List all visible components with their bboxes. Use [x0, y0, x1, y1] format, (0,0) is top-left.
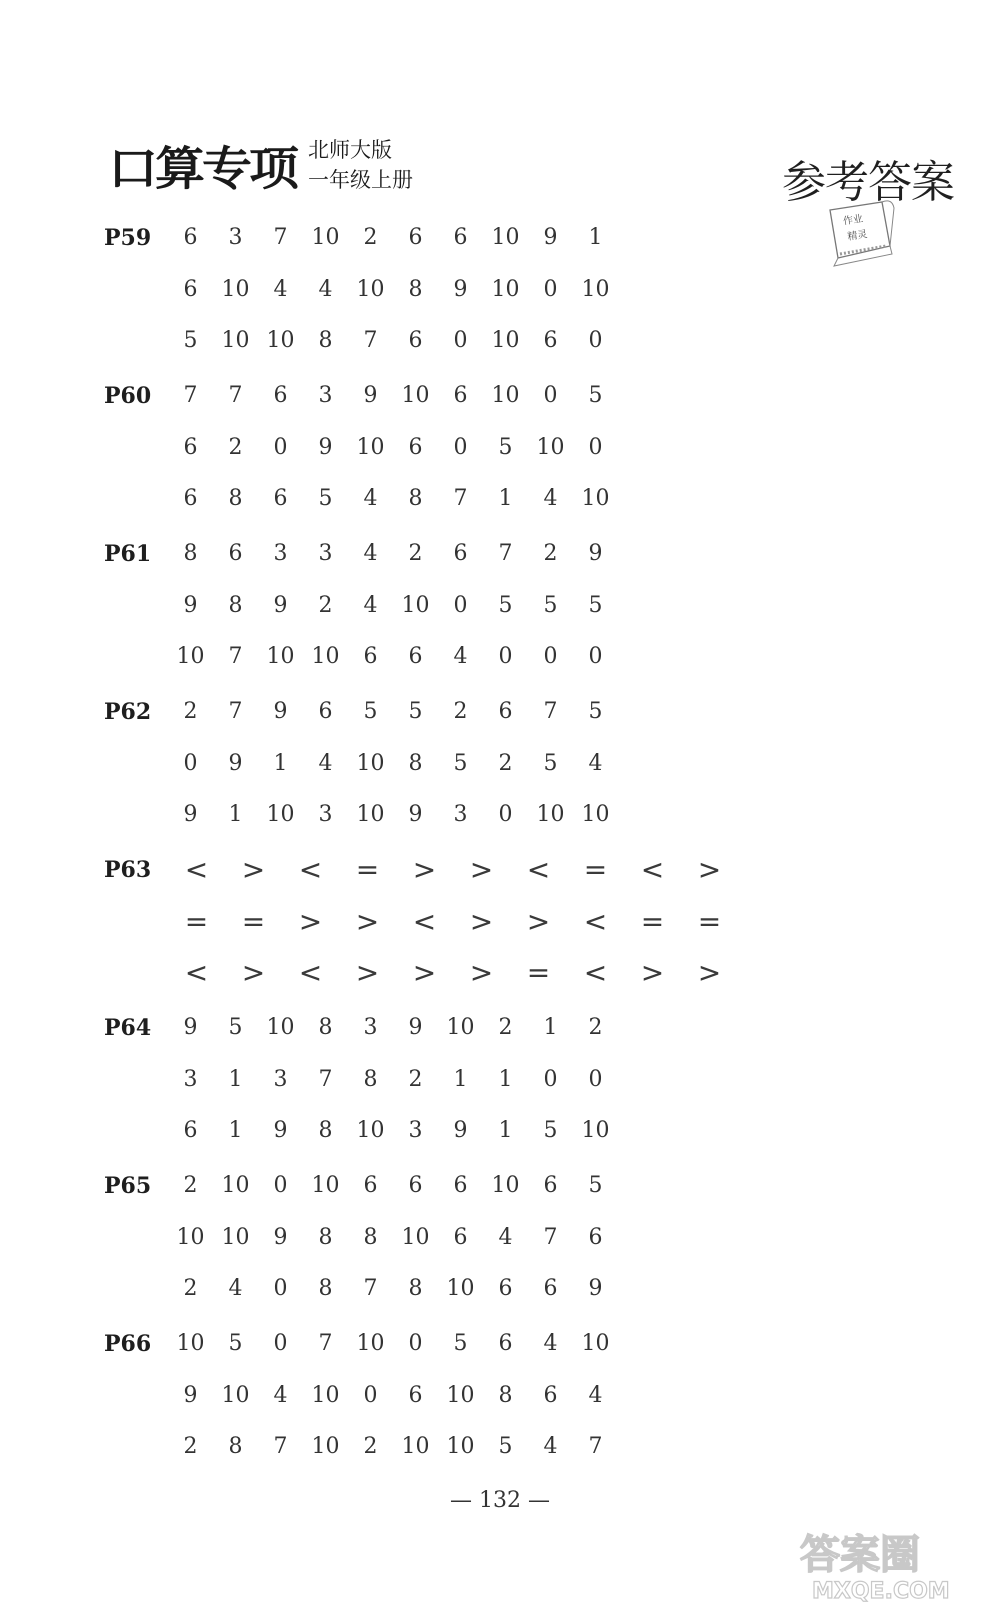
answer-value: 10	[581, 801, 610, 827]
answer-row	[168, 375, 618, 415]
answer-value: >	[412, 852, 437, 886]
answer-value: 8	[228, 1433, 243, 1459]
answer-value: 9	[453, 1117, 468, 1143]
answer-row	[168, 743, 618, 783]
answer-value: 5	[453, 750, 468, 776]
answer-value: 10	[311, 1382, 340, 1408]
answer-value: 10	[221, 1172, 250, 1198]
answer-section	[0, 685, 1000, 843]
answer-value: 10	[581, 485, 610, 511]
answer-value: 6	[543, 1382, 558, 1408]
answer-value: 6	[183, 1117, 198, 1143]
answer-value: 10	[311, 643, 340, 669]
answer-value: 6	[273, 485, 288, 511]
answer-value: 10	[266, 1014, 295, 1040]
answer-value: <	[640, 852, 665, 886]
answer-value: 0	[543, 643, 558, 669]
answer-value: 9	[273, 1224, 288, 1250]
answer-row	[168, 901, 738, 941]
answer-row	[168, 585, 618, 625]
answer-value: <	[583, 955, 608, 989]
answer-value: 2	[543, 540, 558, 566]
answer-row	[168, 320, 618, 360]
answer-value: 0	[183, 750, 198, 776]
answer-value: 10	[491, 382, 520, 408]
answer-value: 8	[363, 1224, 378, 1250]
answer-value: =	[640, 904, 665, 938]
answer-value: 8	[318, 327, 333, 353]
answer-value: 3	[228, 224, 243, 250]
answer-value: 8	[318, 1224, 333, 1250]
answer-value: 10	[356, 1330, 385, 1356]
answer-value: 10	[266, 327, 295, 353]
answer-value: 7	[363, 327, 378, 353]
answer-value: 1	[228, 1066, 243, 1092]
answer-value: 7	[498, 540, 513, 566]
answer-row	[168, 1007, 618, 1047]
answer-value: 4	[498, 1224, 513, 1250]
answer-value: 9	[183, 1382, 198, 1408]
answer-value: 6	[453, 382, 468, 408]
answer-value: 10	[356, 434, 385, 460]
answer-value: 4	[588, 1382, 603, 1408]
answer-value: 6	[453, 1224, 468, 1250]
answer-value: 10	[491, 276, 520, 302]
answer-value: 4	[453, 643, 468, 669]
answer-value: 8	[228, 485, 243, 511]
answer-value: >	[697, 955, 722, 989]
answer-value: >	[241, 852, 266, 886]
answer-row	[168, 427, 618, 467]
answer-section	[0, 843, 1000, 1001]
answer-value: >	[355, 904, 380, 938]
answer-value: 4	[543, 485, 558, 511]
answer-value: 5	[183, 327, 198, 353]
answer-row	[168, 1426, 618, 1466]
answer-value: 6	[453, 1172, 468, 1198]
section-label: P59	[104, 225, 152, 251]
answer-value: 1	[273, 750, 288, 776]
answer-sections	[0, 211, 1000, 1475]
answer-row	[168, 1217, 618, 1257]
watermark-top: 答案圈	[800, 1532, 920, 1578]
answer-value: 5	[228, 1330, 243, 1356]
answer-value: 5	[408, 698, 423, 724]
answer-value: 6	[408, 1382, 423, 1408]
answer-value: 10	[356, 276, 385, 302]
page-number: — 132 —	[450, 1488, 550, 1513]
answer-value: 3	[183, 1066, 198, 1092]
answer-value: 6	[363, 1172, 378, 1198]
answer-value: 10	[581, 1330, 610, 1356]
answer-value: 0	[273, 1172, 288, 1198]
answer-value: 7	[363, 1275, 378, 1301]
answer-value: 5	[588, 1172, 603, 1198]
watermark-bottom: MXQE.COM	[812, 1579, 950, 1602]
answer-value: >	[298, 904, 323, 938]
answer-value: 1	[498, 1066, 513, 1092]
answer-value: 10	[221, 1224, 250, 1250]
section-label: P63	[104, 857, 152, 883]
svg-text:精灵: 精灵	[846, 229, 869, 244]
answer-value: 3	[273, 1066, 288, 1092]
answer-value: 6	[408, 643, 423, 669]
answer-value: =	[184, 904, 209, 938]
answer-value: 6	[498, 1275, 513, 1301]
answer-value: 10	[176, 1224, 205, 1250]
answer-value: 5	[588, 698, 603, 724]
answer-value: 10	[266, 801, 295, 827]
answer-value: 0	[543, 1066, 558, 1092]
answer-value: 5	[318, 485, 333, 511]
svg-text:作业: 作业	[842, 213, 864, 228]
answer-value: 2	[318, 592, 333, 618]
watermark-logo	[790, 1528, 990, 1602]
answer-value: 5	[498, 1433, 513, 1459]
answer-value: 9	[183, 1014, 198, 1040]
answer-heading: 参考答案	[782, 157, 954, 208]
answer-value: 4	[543, 1433, 558, 1459]
answer-value: 4	[363, 485, 378, 511]
answer-value: 4	[588, 750, 603, 776]
answer-value: 10	[446, 1433, 475, 1459]
answer-value: 9	[183, 801, 198, 827]
answer-value: 10	[446, 1275, 475, 1301]
answer-value: 7	[453, 485, 468, 511]
answer-value: 10	[401, 382, 430, 408]
answer-value: 0	[588, 327, 603, 353]
answer-value: 10	[221, 327, 250, 353]
answer-value: 0	[273, 1330, 288, 1356]
answer-value: >	[355, 955, 380, 989]
book-edition-block	[308, 138, 413, 194]
answer-value: 6	[183, 434, 198, 460]
answer-value: 4	[273, 1382, 288, 1408]
answer-value: 6	[498, 698, 513, 724]
answer-section	[0, 527, 1000, 685]
answer-value: >	[526, 904, 551, 938]
answer-value: 0	[453, 434, 468, 460]
answer-value: >	[469, 852, 494, 886]
answer-value: 0	[543, 382, 558, 408]
answer-value: 9	[588, 1275, 603, 1301]
answer-row	[168, 691, 618, 731]
answer-value: 10	[491, 224, 520, 250]
answer-value: 9	[273, 698, 288, 724]
answer-value: 10	[356, 1117, 385, 1143]
answer-value: 7	[228, 382, 243, 408]
answer-value: 8	[408, 485, 423, 511]
answer-value: 8	[318, 1014, 333, 1040]
answer-value: 5	[498, 434, 513, 460]
answer-value: 5	[588, 382, 603, 408]
answer-value: =	[526, 955, 551, 989]
answer-value: 5	[588, 592, 603, 618]
answer-value: <	[412, 904, 437, 938]
answer-value: 6	[408, 1172, 423, 1198]
answer-value: 2	[183, 1172, 198, 1198]
answer-value: 8	[183, 540, 198, 566]
answer-value: 5	[363, 698, 378, 724]
answer-value: 4	[543, 1330, 558, 1356]
answer-value: 10	[536, 801, 565, 827]
answer-value: 10	[221, 276, 250, 302]
answer-value: 0	[498, 643, 513, 669]
answer-value: 1	[588, 224, 603, 250]
answer-value: 10	[401, 1433, 430, 1459]
answer-value: >	[241, 955, 266, 989]
answer-value: 7	[228, 643, 243, 669]
answer-value: 3	[318, 540, 333, 566]
answer-value: 7	[228, 698, 243, 724]
answer-value: <	[184, 852, 209, 886]
answer-value: 9	[273, 592, 288, 618]
answer-value: 7	[588, 1433, 603, 1459]
answer-value: 2	[183, 1433, 198, 1459]
answer-value: 7	[543, 1224, 558, 1250]
answer-row	[168, 269, 618, 309]
answer-value: 10	[536, 434, 565, 460]
answer-value: 8	[318, 1275, 333, 1301]
section-label: P60	[104, 383, 152, 409]
answer-row	[168, 1059, 618, 1099]
answer-value: 2	[363, 1433, 378, 1459]
answer-value: 6	[183, 224, 198, 250]
answer-row	[168, 849, 738, 889]
answer-section	[0, 369, 1000, 527]
answer-value: 1	[228, 1117, 243, 1143]
answer-value: 5	[543, 592, 558, 618]
answer-value: 9	[363, 382, 378, 408]
answer-value: 6	[408, 224, 423, 250]
answer-value: 6	[183, 485, 198, 511]
answer-value: 5	[228, 1014, 243, 1040]
answer-value: 0	[273, 1275, 288, 1301]
answer-value: 4	[273, 276, 288, 302]
answer-value: 0	[543, 276, 558, 302]
section-label: P65	[104, 1173, 152, 1199]
answer-value: 9	[273, 1117, 288, 1143]
answer-value: 5	[498, 592, 513, 618]
answer-value: 5	[543, 750, 558, 776]
book-edition: 北师大版	[308, 138, 392, 162]
answer-value: 10	[356, 750, 385, 776]
answer-section	[0, 1159, 1000, 1317]
answer-row	[168, 1323, 618, 1363]
answer-value: 7	[273, 1433, 288, 1459]
answer-value: 9	[183, 592, 198, 618]
answer-value: 1	[228, 801, 243, 827]
answer-value: 6	[498, 1330, 513, 1356]
answer-value: 10	[491, 1172, 520, 1198]
answer-value: 10	[491, 327, 520, 353]
answer-row	[168, 1165, 618, 1205]
answer-value: 10	[311, 1433, 340, 1459]
answer-value: >	[469, 955, 494, 989]
answer-row	[168, 794, 618, 834]
answer-value: 1	[453, 1066, 468, 1092]
answer-value: 9	[543, 224, 558, 250]
answer-value: 8	[318, 1117, 333, 1143]
answer-value: 10	[176, 1330, 205, 1356]
answer-value: 10	[176, 643, 205, 669]
answer-value: 3	[318, 801, 333, 827]
section-label: P66	[104, 1331, 152, 1357]
book-title: 口算专项	[108, 142, 296, 196]
section-label: P64	[104, 1015, 152, 1041]
answer-value: 0	[408, 1330, 423, 1356]
answer-value: >	[697, 852, 722, 886]
answer-value: 6	[228, 540, 243, 566]
answer-value: 0	[588, 434, 603, 460]
answer-value: 6	[183, 276, 198, 302]
answer-value: 7	[543, 698, 558, 724]
answer-value: 10	[401, 1224, 430, 1250]
answer-value: 9	[408, 801, 423, 827]
book-brand	[108, 138, 413, 196]
answer-value: >	[412, 955, 437, 989]
answer-value: 9	[318, 434, 333, 460]
answer-value: 8	[228, 592, 243, 618]
answer-value: 1	[498, 1117, 513, 1143]
answer-value: 6	[453, 224, 468, 250]
answer-value: 10	[356, 801, 385, 827]
answer-value: 4	[363, 592, 378, 618]
answer-row	[168, 217, 618, 257]
answer-value: 2	[498, 1014, 513, 1040]
answer-value: 0	[363, 1382, 378, 1408]
answer-value: 2	[588, 1014, 603, 1040]
answer-value: 8	[408, 276, 423, 302]
book-grade: 一年级上册	[308, 168, 413, 192]
answer-value: 3	[318, 382, 333, 408]
answer-value: 0	[453, 592, 468, 618]
answer-value: 2	[183, 698, 198, 724]
answer-row	[168, 1268, 618, 1308]
answer-value: 2	[183, 1275, 198, 1301]
section-label: P61	[104, 541, 152, 567]
answer-value: 8	[408, 1275, 423, 1301]
answer-value: <	[298, 955, 323, 989]
answer-value: <	[583, 904, 608, 938]
answer-value: 0	[588, 1066, 603, 1092]
answer-value: 8	[363, 1066, 378, 1092]
answer-section	[0, 1001, 1000, 1159]
answer-value: 3	[408, 1117, 423, 1143]
answer-value: >	[469, 904, 494, 938]
answer-value: <	[526, 852, 551, 886]
answer-value: 10	[266, 643, 295, 669]
answer-value: 7	[318, 1066, 333, 1092]
answer-value: 6	[543, 327, 558, 353]
answer-value: 2	[363, 224, 378, 250]
answer-value: 7	[318, 1330, 333, 1356]
answer-row	[168, 478, 618, 518]
answer-value: =	[241, 904, 266, 938]
answer-value: 7	[183, 382, 198, 408]
answer-value: 0	[273, 434, 288, 460]
answer-value: 6	[273, 382, 288, 408]
answer-value: 0	[498, 801, 513, 827]
answer-value: 10	[581, 1117, 610, 1143]
answer-value: 6	[588, 1224, 603, 1250]
answer-value: 5	[453, 1330, 468, 1356]
answer-value: 4	[318, 276, 333, 302]
answer-value: <	[184, 955, 209, 989]
answer-row	[168, 1375, 618, 1415]
answer-value: 3	[273, 540, 288, 566]
answer-value: 2	[453, 698, 468, 724]
answer-value: =	[583, 852, 608, 886]
answer-value: 6	[453, 540, 468, 566]
answer-value: 9	[453, 276, 468, 302]
answer-value: 10	[311, 1172, 340, 1198]
answer-section	[0, 1317, 1000, 1475]
answer-section	[0, 211, 1000, 369]
answer-value: 0	[453, 327, 468, 353]
answer-value: 2	[498, 750, 513, 776]
answer-value: 6	[543, 1172, 558, 1198]
answer-value: 9	[588, 540, 603, 566]
answer-row	[168, 636, 618, 676]
answer-value: 4	[363, 540, 378, 566]
answer-value: 6	[363, 643, 378, 669]
answer-row	[168, 1110, 618, 1150]
answer-value: 0	[588, 643, 603, 669]
answer-value: >	[640, 955, 665, 989]
answer-value: 8	[408, 750, 423, 776]
answer-value: 9	[408, 1014, 423, 1040]
answer-value: 6	[408, 327, 423, 353]
answer-value: 6	[543, 1275, 558, 1301]
answer-row	[168, 533, 618, 573]
answer-value: 10	[311, 224, 340, 250]
answer-value: 8	[498, 1382, 513, 1408]
answer-value: 10	[221, 1382, 250, 1408]
answer-value: 7	[273, 224, 288, 250]
answer-value: 10	[446, 1382, 475, 1408]
answer-value: 10	[446, 1014, 475, 1040]
answer-value: 2	[228, 434, 243, 460]
answer-value: =	[355, 852, 380, 886]
answer-value: <	[298, 852, 323, 886]
answer-value: =	[697, 904, 722, 938]
answer-value: 1	[543, 1014, 558, 1040]
answer-row	[168, 952, 738, 992]
answer-value: 1	[498, 485, 513, 511]
answer-value: 6	[408, 434, 423, 460]
answer-value: 10	[401, 592, 430, 618]
section-label: P62	[104, 699, 152, 725]
answer-value: 6	[318, 698, 333, 724]
answer-value: 10	[581, 276, 610, 302]
answer-value: 2	[408, 540, 423, 566]
answer-value: 2	[408, 1066, 423, 1092]
answer-value: 9	[228, 750, 243, 776]
answer-value: 4	[318, 750, 333, 776]
answer-value: 4	[228, 1275, 243, 1301]
answer-value: 5	[543, 1117, 558, 1143]
answer-value: 3	[363, 1014, 378, 1040]
answer-value: 3	[453, 801, 468, 827]
